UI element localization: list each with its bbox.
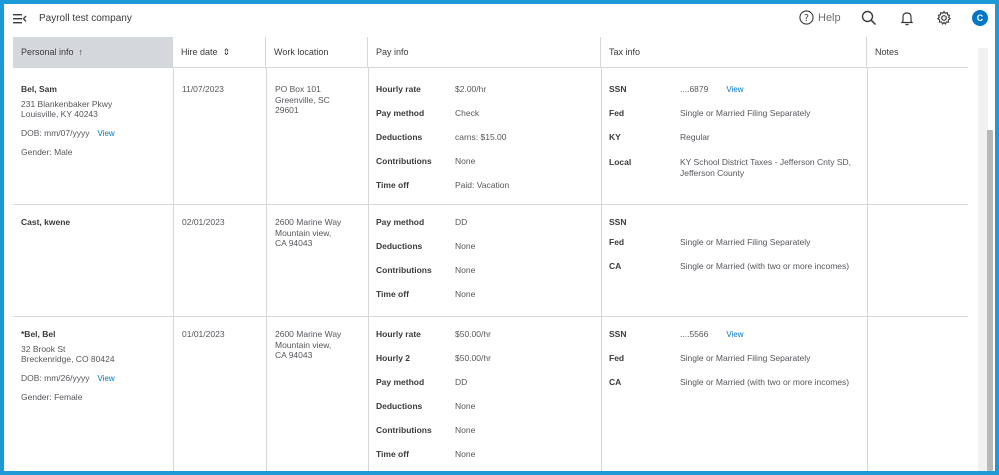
col-hire-date[interactable]: Hire date ⇕ [173,37,266,67]
dob-line: DOB: mm/07/yyyy View [21,127,115,138]
dob-view-link[interactable]: View [97,373,115,383]
tax-item: SSN ....5566 View [609,329,744,339]
pay-item: Deductions carns: $15.00 [376,132,507,142]
ssn-view-link[interactable]: View [726,85,744,94]
col-personal-info[interactable]: Personal info ↑ [13,37,173,67]
tax-item: CA Single or Married (with two or more incomes) [609,377,850,387]
help-icon [799,10,814,25]
tax-item: Fed Single or Married Filing Separately [609,108,811,118]
pay-item: Pay method DD [376,377,468,387]
menu-icon[interactable] [13,12,27,24]
employee-name[interactable]: Bel, Sam [21,84,57,94]
company-name: Payroll test company [39,13,132,24]
hire-date-cell: 01/01/2023 [182,329,225,339]
app-frame [4,4,995,471]
col-pay-info[interactable]: Pay info [368,37,601,67]
pay-item: Deductions None [376,241,476,251]
work-location-cell: 2600 Marine Way Mountain view, CA 94043 [275,217,342,248]
help-button[interactable] [799,10,841,25]
tax-item: Local KY School District Taxes - Jefferson Cnty SD, Jefferson County [609,157,852,178]
pay-item: Pay method Check [376,108,480,118]
scrollbar-thumb[interactable] [987,130,993,471]
tax-item: Fed Single or Married Filing Separately [609,237,811,247]
tax-item: SSN [609,217,627,227]
bell-icon[interactable] [899,10,915,31]
top-bar [4,4,995,34]
gender-line: Gender: Female [21,392,83,402]
pay-item: Hourly rate $2.00/hr [376,84,487,94]
col-notes[interactable]: Notes [875,47,899,57]
pay-item: Time off None [376,449,476,459]
ssn-view-link[interactable]: View [726,330,744,339]
gender-line: Gender: Male [21,147,73,157]
table-row[interactable] [13,68,968,205]
address-line: 32 Brook St [21,343,66,354]
personal-info-cell [21,329,169,403]
table-row[interactable] [13,205,968,317]
pay-item: Contributions None [376,425,476,435]
tax-item: Fed Single or Married Filing Separately [609,353,811,363]
dob-view-link[interactable]: View [97,128,115,138]
employee-table [13,37,968,471]
employee-name[interactable]: Cast, kwene [21,217,71,227]
address-line: Louisville, KY 40243 [21,109,98,119]
dob-line: DOB: mm/26/yyyy View [21,372,115,383]
svg-text:?: ? [804,12,809,24]
pay-item: Contributions None [376,156,476,166]
avatar[interactable]: C [972,10,988,26]
gear-icon[interactable] [936,10,952,31]
pay-item: Time off Paid: Vacation [376,180,510,190]
pay-item: Hourly rate $50.00/hr [376,329,491,339]
work-location-cell: 2600 Marine Way Mountain view, CA 94043 [275,329,342,360]
tax-item: SSN ....6879 View [609,84,744,94]
col-tax-info[interactable]: Tax info [601,37,867,67]
hire-date-cell: 02/01/2023 [182,217,225,227]
pay-item: Time off None [376,289,476,299]
pay-item: Deductions None [376,401,476,411]
address-line: Breckenridge, CO 80424 [21,354,115,364]
help-label: Help [818,11,841,24]
table-row[interactable] [13,317,968,471]
personal-info-cell [21,217,169,228]
tax-item: KY Regular [609,132,710,142]
address-line: 231 Blankenbaker Pkwy [21,98,113,109]
search-icon[interactable] [861,10,877,31]
hire-date-cell: 11/07/2023 [182,84,224,94]
sort-arrow-up-icon: ↑ [78,47,84,57]
employee-name[interactable]: *Bel, Bel [21,329,56,339]
pay-item: Contributions None [376,265,476,275]
col-work-location[interactable]: Work location [266,37,368,67]
tax-item: CA Single or Married (with two or more incomes) [609,261,850,271]
sort-arrows-icon: ⇕ [222,46,231,57]
work-location-cell: PO Box 101 Greenville, SC 29601 [275,84,330,115]
table-header [13,37,968,68]
personal-info-cell [21,84,169,158]
pay-item: Pay method DD [376,217,468,227]
pay-item: Hourly 2 $50.00/hr [376,353,491,363]
